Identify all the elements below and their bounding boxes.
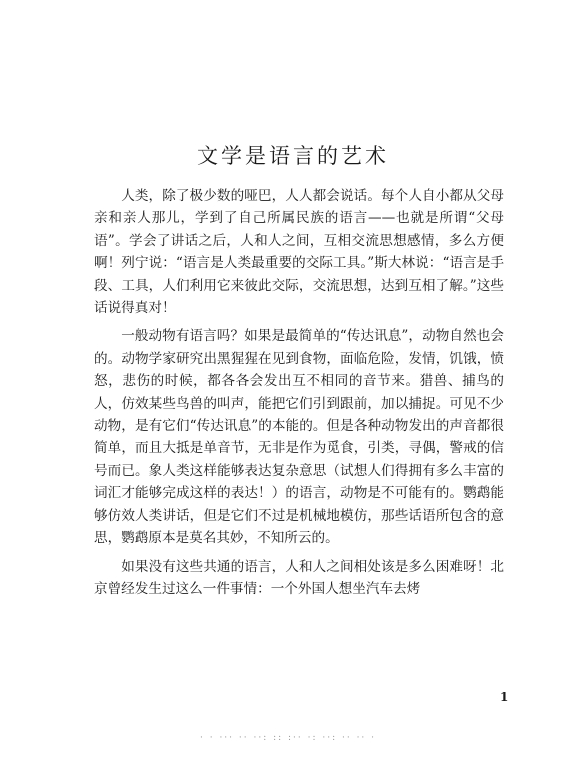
footer-scan-artifact: · · ··· ·· ··: :: :·· ·: ··: ·· ·· ·	[200, 733, 377, 743]
document-title: 文学是语言的艺术	[197, 144, 389, 168]
paragraph-2: 一般动物有语言吗？如果是最简单的“传达讯息”，动物自然也会的。动物学家研究出黑猩猩在见到食物，面临危险，发情，饥饿，愤怒，悲伤的时候，都各各会发出互不相同的音节来。猎兽、捕鸟的人，仿效某些鸟兽的叫声，能把它们引到跟前，加以捕捉。可见不少动物，是有它们“传达讯息”的本能的。但是各种动物发出的声音都很简单，而且大抵是单音节，无非是作为觅食，引类，寻偶，警戒的信号而已。象人类这样能够表达复杂意思（试想人们得拥有多么丰富的词汇才能够完成这样的表达！）的语言，动物是不可能有的。鹦鹉能够仿效人类讲话，但是它们不过是机械地模仿，那些话语所包含的意思，鹦鹉原本是莫名其妙，不知所云的。	[94, 328, 504, 547]
body-text	[94, 185, 504, 606]
paragraph-1: 人类，除了极少数的哑巴，人人都会说话。每个人自小都从父母亲和亲人那儿，学到了自己所属民族的语言——也就是所谓“父母语”。学会了讲话之后，人和人之间，互相交流思想感情，多么方便啊！列宁说：“语言是人类最重要的交际工具。”斯大林说：“语言是手段、工具，人们利用它来彼此交际，交流思想，达到互相了解。”这些话说得真对！	[94, 188, 504, 317]
page-number: 1	[500, 690, 509, 704]
paragraph-3: 如果没有这些共通的语言，人和人之间相处该是多么困难呀！北京曾经发生过这么一件事情：一个外国人想坐汽车去烤	[94, 558, 504, 597]
